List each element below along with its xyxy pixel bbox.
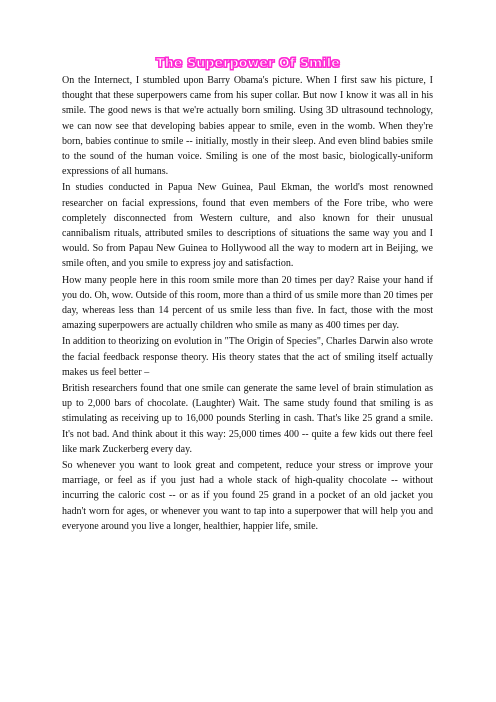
paragraph-5: British researchers found that one smile can generate the same level of brain stimulation as up to 2,000 bars of chocolate. (Laughter) Wait. The same study found that smiling is as stimulating as receiving up to 16,000 pounds Sterling in cash. That's like 25 grand a smile. It's not bad. And think about it this way: 25,000 times 400 -- quite a few kids out there feel like mark Zuckerberg every day.	[62, 383, 433, 455]
document-body	[62, 73, 433, 534]
paragraph-3: How many people here in this room smile more than 20 times per day? Raise your hand if you do. Oh, wow. Outside of this room, more than a third of us smile more than 20 times per day, whereas less than 14 percent of us smile less than five. In fact, those with the most amazing superpowers are actually children who smile as many as 400 times per day.	[62, 274, 433, 332]
paragraph-4: In addition to theorizing on evolution in "The Origin of Species", Charles Darwin also wrote the facial feedback response theory. His theory states that the act of smiling itself actually makes us feel better –	[62, 336, 433, 378]
document-title: The Superpower Of Smile	[156, 55, 340, 70]
paragraph-1: On the Internect, I stumbled upon Barry Obama's picture. When I first saw his picture, I thought that these superpowers came from his super collar. But now I know it was all in his smile. The good news is that we're actually born smiling. Using 3D ultrasound technology, we can now see that developing babies appear to smile, even in the womb. When they're born, babies continue to smile -- initially, mostly in their sleep. And even blind babies smile to the sound of the human voice. Smiling is one of the most basic, biologically-uniform expressions of all humans.	[62, 75, 433, 178]
paragraph-2: In studies conducted in Papua New Guinea, Paul Ekman, the world's most renowned researcher on facial expressions, found that even members of the Fore tribe, who were completely disconnected from Western culture, and also known for their unusual cannibalism rituals, attributed smiles to descriptions of situations the same way you and I would. So from Papau New Guinea to Hollywood all the way to modern art in Beijing, we smile often, and you smile to express joy and satisfaction.	[62, 182, 433, 270]
paragraph-6: So whenever you want to look great and competent, reduce your stress or improve your marriage, or feel as if you just had a whole stack of high-quality chocolate -- without incurring the caloric cost -- or as if you found 25 grand in a pocket of an old jacket you hadn't worn for ages, or whenever you want to tap into a superpower that will help you and everyone around you live a longer, healthier, happier life, smile.	[62, 460, 433, 532]
